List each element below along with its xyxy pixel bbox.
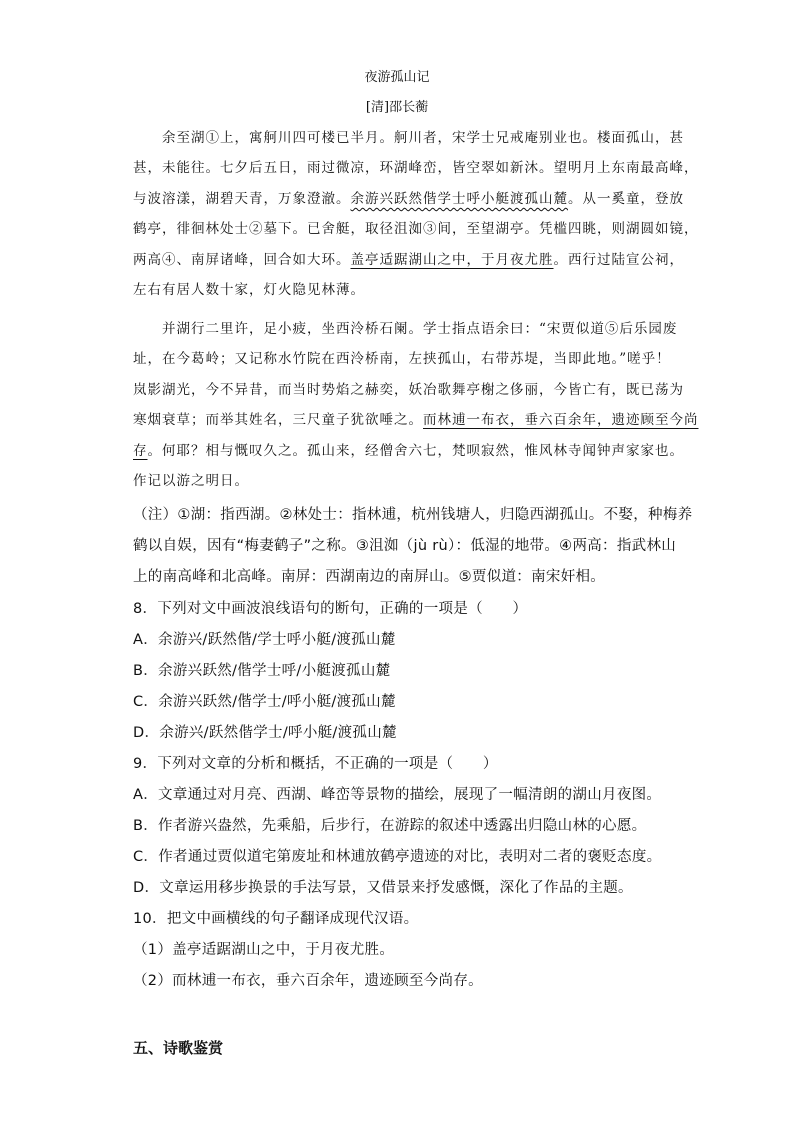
wavy-underlined-sentence: 余游兴跃然偕学士呼小艇渡孤山麓: [350, 190, 568, 207]
question-9-option-a: A．文章通过对月亮、西湖、峰峦等景物的描绘，展现了一幅清朗的湖山月夜图。: [133, 787, 662, 803]
question-9-option-c: C．作者通过贾似道宅第废址和林逋放鹤亭遗迹的对比，表明对二者的褒贬态度。: [133, 849, 662, 865]
passage-text: 。何耶？相与慨叹久之。孤山来，经僧舍六七，梵呗寂然，惟风林寺闻钟声家家也。: [147, 442, 684, 459]
passage-paragraph-2: [133, 314, 699, 496]
passage-line: [133, 123, 684, 153]
question-10-sentence-1: （1）盖亭适踞湖山之中，于月夜尤胜。: [133, 942, 395, 958]
passage-line: [133, 405, 699, 435]
passage-line: [133, 245, 684, 275]
passage-line: 左右有居人数十家，灯火隐见林薄。: [133, 281, 365, 298]
underlined-sentence-1: 盖亭适踞湖山之中，于月夜尤胜: [350, 251, 554, 268]
passage-line: 鹤亭，徘徊林处士②墓下。已舍艇，取径沮洳③间，至望湖亭。凭槛四眺，则湖圆如镜，: [133, 221, 699, 238]
passage-line: [133, 314, 678, 344]
note-line: 上的南高峰和北高峰。南屏：西湖南边的南屏山。⑤贾似道：南宋奸相。: [133, 569, 606, 585]
question-9-option-d: D．文章运用移步换景的手法写景，又借景来抒发感慨，深化了作品的主题。: [133, 880, 633, 896]
underlined-sentence-2b: 存: [133, 442, 148, 459]
passage-text: 余至湖①上，寓舸川四可楼已半月。舸川者，宋学士兄戒庵别业也。楼面孤山，甚: [162, 130, 684, 146]
passage-text: 与波溶漾，湖碧天青，万象澄澈。: [133, 190, 351, 207]
passage-line: [133, 184, 684, 214]
underlined-sentence-2a: 而林逋一布衣，垂六百余年，遗迹顾至今尚: [423, 412, 699, 429]
question-8-option-d: D．余游兴/跃然偕学士/呼小艇/渡孤山麓: [133, 725, 397, 741]
question-10-stem: 10．把文中画横线的句子翻译成现代汉语。: [133, 911, 419, 927]
passage-text: 。西行过陆宣公祠，: [553, 251, 684, 268]
passage-text: 两高④、南屏诸峰，回合如大环。: [133, 251, 351, 268]
question-8-option-a: A．余游兴/跃然偕/学士呼小艇/渡孤山麓: [133, 632, 396, 648]
note-line: 鹤以自娱，因有“梅妻鹤子”之称。③沮洳（jù rù）：低湿的地带。④两高：指武林山: [133, 538, 677, 554]
passage-line: 作记以游之明日。: [133, 472, 249, 489]
question-8-option-c: C．余游兴跃然/偕学士/呼小艇/渡孤山麓: [133, 694, 396, 710]
question-8-option-b: B．余游兴跃然/偕学士呼/小艇渡孤山麓: [133, 663, 391, 679]
question-9-option-b: B．作者游兴盎然，先乘船，后步行，在游踪的叙述中透露出归隐山林的心愿。: [133, 818, 647, 834]
passage-text: 寒烟衰草；而举其姓名，三尺童子犹欲唾之。: [133, 412, 423, 429]
passage-line: [133, 436, 684, 466]
passage-line: 岚影湖光，今不异昔，而当时势焰之赫奕，妖冶歌舞亭榭之侈丽，今皆亡有，既已荡为: [133, 381, 684, 398]
passage-title: 夜游孤山记: [364, 70, 430, 85]
passage-text: 并湖行二里许，足小疲，坐西泠桥石阑。学士指点语余曰：“宋贾似道⑤后乐园废: [162, 321, 678, 337]
passage-text: 。从一奚童，登放: [568, 190, 684, 207]
question-9-stem: 9．下列对文章的分析和概括，不正确的一项是（ ）: [133, 756, 498, 772]
passage-line: 甚，未能往。七夕后五日，雨过微凉，环湖峰峦，皆空翠如新沐。望明月上东南最高峰，: [133, 160, 699, 177]
passage-line: 址，在今葛岭；又记称水竹院在西泠桥南，左挟孤山，右带苏堤，当即此地。”嗟乎！: [133, 351, 671, 368]
section-heading: 五、诗歌鉴赏: [133, 1039, 224, 1057]
question-8-stem: 8．下列对文中画波浪线语句的断句，正确的一项是（ ）: [133, 601, 528, 617]
passage-paragraph-1: [133, 123, 699, 305]
question-10-sentence-2: （2）而林逋一布衣，垂六百余年，遗迹顾至今尚存。: [133, 973, 483, 989]
passage-author: [清]邵长蘅: [365, 100, 429, 115]
note-line: （注）①湖：指西湖。②林处士：指林逋，杭州钱塘人，归隐西湖孤山。不娶，种梅养: [133, 507, 693, 523]
